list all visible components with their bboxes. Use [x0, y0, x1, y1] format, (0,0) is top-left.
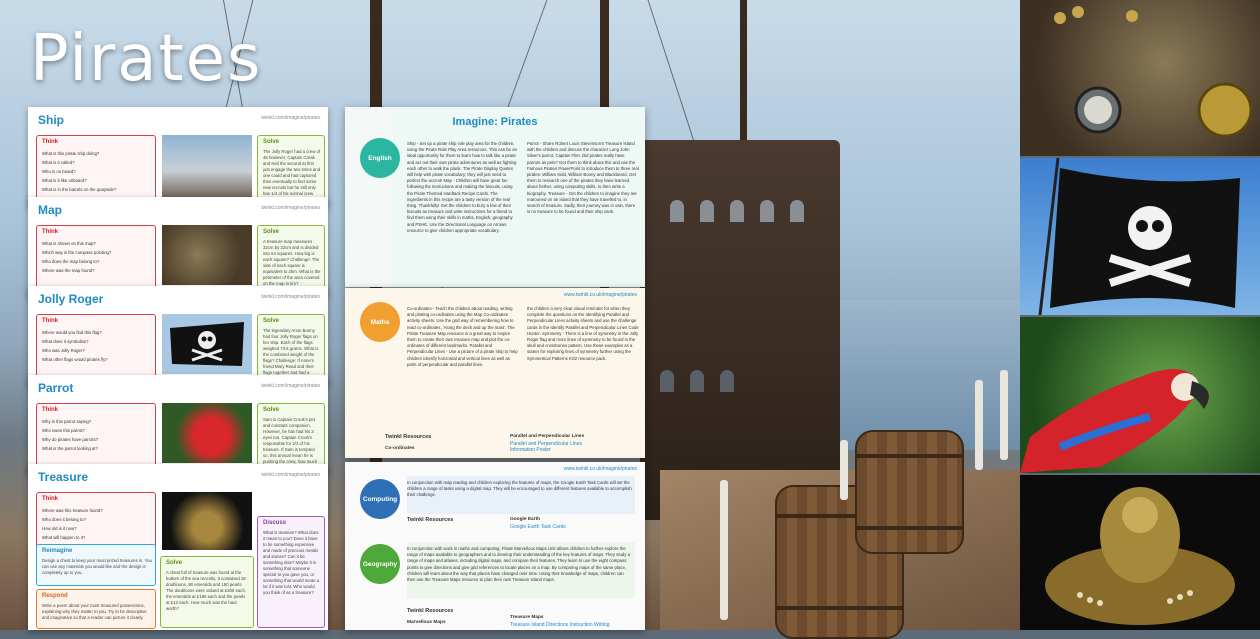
- question: Who owns this parrot?: [42, 428, 85, 433]
- think-label: Think: [42, 318, 58, 324]
- treasure-photo: [162, 492, 252, 550]
- resource-item: Google Earth: [510, 517, 541, 522]
- question: What is it called?: [42, 160, 75, 165]
- resources-heading: Twinkl Resources: [407, 608, 454, 614]
- geography-text: In conjunction with work in maths and computing, Pirate Marvellous Maps Unit allows children to further explore the range of maps available to geographers and to develop their understanding of the key features of maps. They study a range of maps and atlases, including digital maps, and compare their features. They learn to use the eight compass points to give directions and give grid references to locate places on a map. By comparing maps of the same place, children will learn about the way that places have changed over time. Using their knowledge of maps, children can then use the Treasure Maps resource to plan their own Treasure Island maps.: [407, 546, 631, 583]
- resource-link[interactable]: Google Earth Task Cards: [510, 524, 566, 530]
- planning-page-english: [345, 107, 645, 287]
- question: What is this pirate ship doing?: [42, 151, 100, 156]
- skull-crossbones-icon: [162, 314, 252, 374]
- think-label: Think: [42, 496, 58, 502]
- rail-post: [720, 480, 728, 620]
- question: Who was Jolly Roger?: [42, 348, 85, 353]
- question: Who does it belong to?: [42, 517, 86, 522]
- question: What will happen to it?: [42, 535, 86, 540]
- card-heading: Jolly Roger: [38, 292, 104, 306]
- question: What is shown on this map?: [42, 241, 96, 246]
- solve-box: [160, 556, 254, 628]
- think-label: Think: [42, 407, 58, 413]
- card-heading: Parrot: [38, 381, 74, 395]
- card-url: twinkl.com/imagine/pirates: [261, 205, 320, 211]
- page-title: Pirates: [30, 22, 263, 96]
- think-questions: [42, 328, 152, 364]
- rail-post: [1000, 370, 1008, 460]
- activity-card-treasure: [28, 464, 328, 630]
- discuss-box: [257, 516, 325, 628]
- resources-heading: Twinkl Resources: [385, 434, 432, 440]
- parrot-photo: [162, 403, 252, 463]
- question: What does it symbolise?: [42, 339, 89, 344]
- jolly-roger-photo: [162, 314, 252, 374]
- question: Why do pirates have parrots?: [42, 437, 99, 442]
- skull-crossbones-icon: [1020, 158, 1260, 315]
- discuss-text: What is treasure? What does it mean to you? Does it have to be something expensive and made of precious metals and stones? Can it be something else? Maybe it is something that someone special to you gave you, or something that would mean a lot if it was lost. Who would you think of as a treasure?: [263, 530, 320, 595]
- solve-label: Solve: [166, 560, 183, 566]
- solve-label: Solve: [263, 318, 280, 324]
- ship-photo: [162, 135, 252, 200]
- map-photo: [162, 225, 252, 285]
- resource-item: Treasure Maps: [510, 615, 544, 620]
- think-questions: [42, 506, 152, 542]
- think-questions: [42, 239, 152, 275]
- card-heading: Ship: [38, 113, 64, 127]
- resource-item: Co-ordinates: [385, 446, 415, 451]
- parrot-icon: [1020, 317, 1260, 473]
- question: What is it like onboard?: [42, 178, 87, 183]
- think-questions: [42, 417, 152, 453]
- question: Which way is the compass pointing?: [42, 250, 112, 255]
- question: Where was the map found?: [42, 268, 95, 273]
- activity-card-ship: [28, 107, 328, 207]
- card-heading: Map: [38, 203, 62, 217]
- maths-column-2: the children a very clear visual reminder for when they complete the questions on the Identifying Parallel and Perpendicular Lines activity sheets and use the challenge cards in the Identify Parallel and Perpendicular Lines Code Hunter. Symmetry - There is a line of symmetry in the Jolly Roger flag and more lines of symmetry to be found in the skull and crossbones pattern. Use these examples as a starter for exploring lines of symmetry further using the Symmetrical Patterns KS2 resource pack.: [527, 306, 639, 361]
- computing-subject-badge: Computing: [360, 479, 400, 519]
- card-url: twinkl.com/imagine/pirates: [261, 383, 320, 389]
- card-url: twinkl.com/imagine/pirates: [261, 115, 320, 121]
- card-url: twinkl.com/imagine/pirates: [261, 294, 320, 300]
- question: What other flags would pirates fly?: [42, 357, 108, 362]
- solve-text: The Jolly Roger had a crew of 48 however, Captain Creak and Neil the second at first just engage the two times and one could and had captured then eventually to find some new recruits but he still only has 1/4 of his normal crew: [263, 149, 321, 196]
- computing-text: In conjunction with map reading and children exploring the features of maps, the Google Earth Task Cards will set the children a range of tasks using a digital map. They will be encouraged to use different features available to accomplish their challenge.: [407, 480, 632, 498]
- doc-title: Imagine: Pirates: [452, 116, 538, 128]
- resource-link[interactable]: Treasure Island Directions Instruction Writing: [510, 622, 610, 628]
- question: What is the parrot looking at?: [42, 446, 98, 451]
- map-compass-photo: [1020, 0, 1260, 156]
- question: Who is on board?: [42, 169, 76, 174]
- geography-subject-badge: Geography: [360, 544, 400, 584]
- card-heading: Treasure: [38, 470, 89, 484]
- planning-page-computing-geography: [345, 462, 645, 630]
- think-questions: [42, 149, 152, 194]
- respond-text: Write a poem about your most treasured possessions, explaining why they matter to you. Try to be descriptive and imaginative so that a reader can picture it clearly.: [42, 603, 147, 620]
- resource-link[interactable]: Parallel and Perpendicular Lines: [510, 441, 582, 447]
- question: Who does the map belong to?: [42, 259, 100, 264]
- activity-card-map: [28, 197, 328, 297]
- solve-text: A treasure map measures 32cm by 32cm and is divided into 64 squares. How big is each square? Challenge: The side of each square is equivalent to 2km. What is the perimeter of the area covered on the map in km?: [263, 239, 321, 286]
- rail-post: [975, 380, 983, 470]
- card-url: twinkl.com/imagine/pirates: [261, 472, 320, 478]
- barrel: [855, 430, 964, 554]
- respond-label: Respond: [42, 593, 68, 599]
- question: Where would you find this flag?: [42, 330, 102, 335]
- reimagine-box: [36, 544, 156, 586]
- reimagine-label: Reimagine: [42, 548, 73, 554]
- think-label: Think: [42, 139, 58, 145]
- resource-item: Parallel and Perpendicular Lines: [510, 434, 585, 439]
- maths-subject-badge: Maths: [360, 302, 400, 342]
- activity-card-parrot: [28, 375, 328, 475]
- activity-card-jolly-roger: [28, 286, 328, 386]
- english-subject-badge: English: [360, 138, 400, 178]
- resources-heading: Twinkl Resources: [407, 517, 454, 523]
- respond-box: [36, 589, 156, 629]
- jolly-roger-flag-photo: [1020, 158, 1260, 315]
- english-column-1: Ship - Set up a pirate ship role play area for the children, using the Pirate Role Play Area resources. This can be an ideal opportunity for them to learn how to talk like a pirate and act out their own pirate adventures as well as fighting each other to walk the plank. The Pirate Display Quotes will help with pirate vocabulary; they will just need to perfect the accent! Map - Children will have great fun following the instructions and making the biscuits, using the Pirate Themed Hardtack Recipe Cards. The ingredients in this recipe are a tasty version of the real thing. Thankfully! Get the children to bury a few of their biscuits as treasure and write instructions for a friend to find them using their skills in maths, English, geography and PSHE. Use the Directional Language on Arrows resource to give children appropriate vocabulary.: [407, 141, 518, 233]
- maths-column-1: Co-ordinates - Teach the children about reading, writing and plotting co-ordinates using the Map Co-ordinates activity sheets. Use the grid way of remembering how to read co-ordinates, 'Along the deck and up the mast'. The Pirate Treasure Map resource is a great way to inspire them to create their own treasure map and plot the co-ordinates of different landmarks. Parallel and Perpendicular Lines - Use a picture of a pirate ship to help children identify horizontal and vertical lines as well as parts of perpendicular and parallel lines.: [407, 306, 518, 367]
- doc-url: www.twinkl.co.uk/imagine/pirates: [563, 466, 637, 472]
- solve-label: Solve: [263, 139, 280, 145]
- compass-icon: [1020, 0, 1260, 156]
- resource-link[interactable]: Information Poster: [510, 447, 551, 453]
- discuss-label: Discuss: [263, 520, 287, 526]
- question: What is in the barrels on the quayside?: [42, 187, 117, 192]
- treasure-photo: [1020, 475, 1260, 630]
- rail-post: [840, 440, 848, 500]
- think-label: Think: [42, 229, 58, 235]
- question: Why is this parrot saying?: [42, 419, 92, 424]
- reimagine-text: Design a chest to keep your most prized treasures in. You can use any materials you would like and the design is completely up to you.: [42, 558, 152, 575]
- planning-page-maths: [345, 288, 645, 458]
- solve-label: Solve: [263, 229, 280, 235]
- question: How old is it now?: [42, 526, 77, 531]
- resource-item: Marvellous Maps: [407, 620, 446, 625]
- ship-hull: [640, 140, 840, 520]
- doc-url: www.twinkl.co.uk/imagine/pirates: [563, 292, 637, 298]
- question: Where was this treasure found?: [42, 508, 103, 513]
- parrot-photo: [1020, 317, 1260, 473]
- english-column-2: Parrot - Share Robert Louis Stevenson's Treasure Island with the children and discuss the character Long John Silver's parrot, Captain Flint. Did pirates really have parrots as pets? Get them to think about this and use the Famous Pirates PowerPoint to introduce them to three real pirates: William Kidd, William Bonny and Blackbeard. Get them to research one of the pirates they have learned about further, using computing skills, to then write a biography. Treasure - Get the children to imagine they are marooned on an island that they have travelled to, in search of treasure. Sadly, their journey was in vain, there is no treasure to be found and their ship sank.: [527, 141, 639, 215]
- solve-text: The legendary Anne Bonny had four Jolly Roger flags on her ship. Each of the flags weighed 73.6 grams. What is the combined weight of the flags? Challenge: If Anne's friend Mary Read and their flags together and had a: [263, 328, 319, 375]
- sea: [840, 300, 1020, 450]
- solve-text: A chest full of treasure was found at the bottom of the sea recently. It contained 18 doubloons, 90 emeralds and 150 pearls. The doubloons were valued at £300 each, the emeralds at £180 each and the pearls at £12 each. How much was the haul worth?: [166, 570, 247, 611]
- treasure-icon: [1020, 475, 1260, 630]
- solve-text: Sam is Captain Crook's pet and constant companion. However, he has had his 3 eyes too. Captain Crook's responsible for 2/3 of his treasure. If Sam is tempted so, this annual mean he is pushing the crew, how much: [263, 417, 318, 464]
- solve-label: Solve: [263, 407, 280, 413]
